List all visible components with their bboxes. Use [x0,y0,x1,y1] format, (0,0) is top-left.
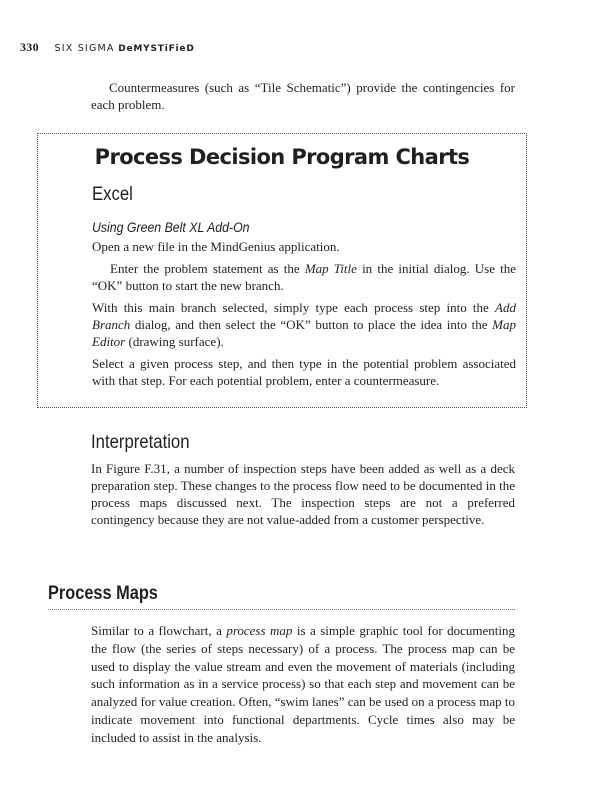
page-number: 330 [20,40,39,54]
box-paragraph-1: Open a new file in the MindGenius application. [92,239,340,254]
section-divider [48,609,515,610]
box-body [92,238,516,394]
intro-paragraph: Countermeasures (such as “Tile Schematic”) provide the contingencies for each problem. [91,80,515,112]
box-paragraph-3: With this main branch selected, simply type each process step into the Add Branch dialog, and then select the “OK” button to place the idea into the Map Editor (drawing surface). [92,300,516,349]
process-maps-heading: Process Maps [48,583,158,604]
box-heading: Excel [92,184,133,205]
book-subtitle: DeMYSTiFieD [118,44,195,54]
box-paragraph-2: Enter the problem statement as the Map Title in the initial dialog. Use the “OK” button to start the new branch. [92,261,517,293]
interpretation-section [91,460,515,528]
interpretation-heading: Interpretation [91,432,190,453]
process-maps-section [91,622,515,747]
interpretation-paragraph: In Figure F.31, a number of inspection steps have been added as well as a deck preparation step. These changes to the process flow need to be documented in the process maps discussed next. The inspection steps are not a preferred contingency because they are not value-added from a customer perspective. [91,461,515,527]
intro-section [91,79,515,113]
software-sidebar-box [37,133,527,408]
box-subheading: Using Green Belt XL Add-On [92,219,250,235]
book-title: SIX SIGMA [54,43,115,54]
box-title: Process Decision Program Charts [94,145,470,169]
running-head [20,40,195,56]
process-maps-paragraph: Similar to a flowchart, a process map is a simple graphic tool for documenting the flow (the series of steps necessary) of a process. The process map can be used to display the value stream and even the movement of materials (including such information as in a service process) so that each step and movement can be analyzed for value creation. Often, “swim lanes” can be used on a process map to indicate movement into functional departments. Cycle times also may be included to assist in the analysis. [91,623,515,745]
box-paragraph-4: Select a given process step, and then type in the potential problem associated with that step. For each potential problem, enter a countermeasure. [92,356,516,388]
